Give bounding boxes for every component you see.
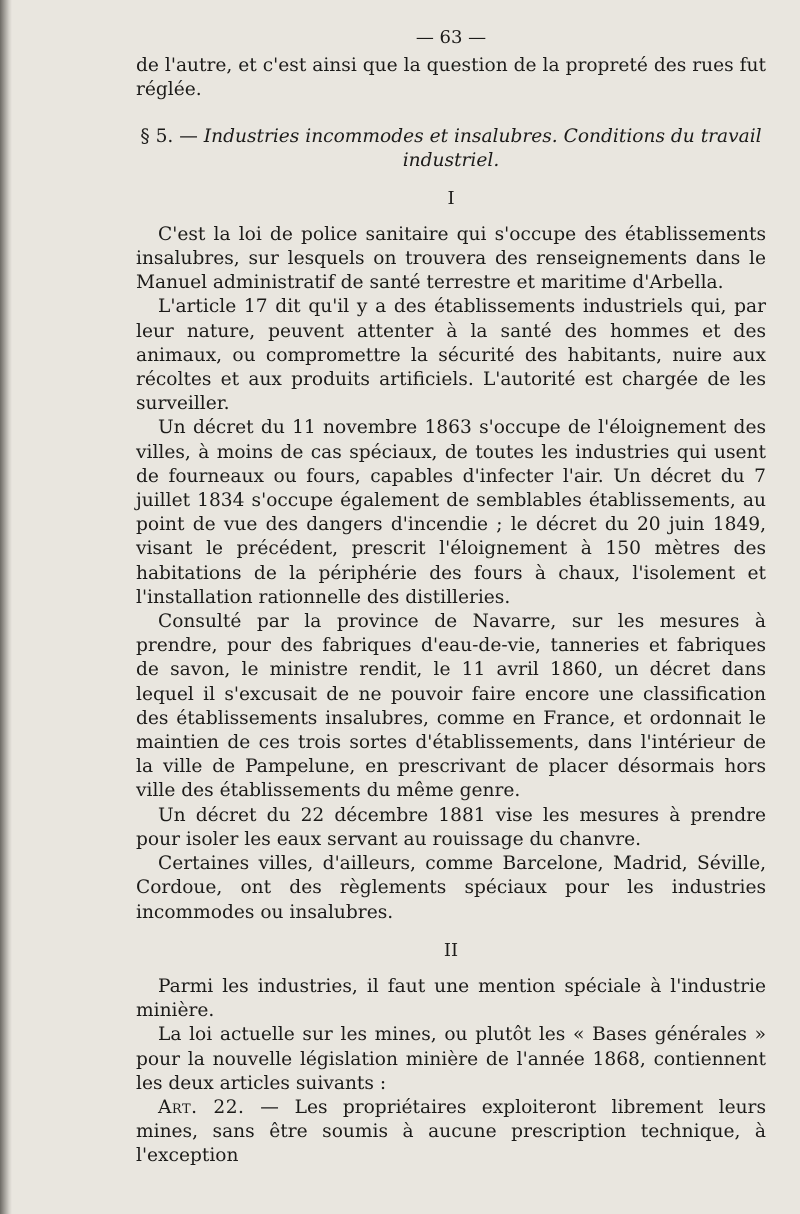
section-number: § 5. — xyxy=(140,125,198,147)
paragraph: Un décret du 22 décembre 1881 vise les mesures à prendre pour isoler les eaux servant au rouissage du chanvre. xyxy=(136,804,766,850)
book-page xyxy=(136,26,766,1169)
part-one-numeral: I xyxy=(447,187,455,209)
paragraph: Certaines villes, d'ailleurs, comme Barcelone, Madrid, Séville, Cordoue, ont des règlements spéciaux pour les industries incommodes ou insalubres. xyxy=(136,853,766,923)
article-paragraph xyxy=(136,1096,766,1169)
paragraph: La loi actuelle sur les mines, ou plutôt les « Bases générales » pour la nouvelle législation minière de l'année 1868, contiennent les deux articles suivants : xyxy=(136,1024,766,1094)
page-number: — 63 — xyxy=(415,27,487,48)
continuation-paragraph: de l'autre, et c'est ainsi que la question de la propreté des rues fut réglée. xyxy=(136,55,766,101)
paragraph: Un décret du 11 novembre 1863 s'occupe de l'éloignement des villes, à moins de cas spéciaux, de toutes les industries qui usent de fourneaux ou fours, capables d'infecter l'air. Un décret du 7 juillet 1834 s'occupe également de semblables établissements, au point de vue des dangers d'incendie ; le décret du 20 juin 1849, visant le précédent, prescrit l'éloignement à 150 mètres des habitations de la périphérie des fours à chaux, l'isolement et l'installation rationnelle des distilleries. xyxy=(136,417,766,608)
paragraph: L'article 17 dit qu'il y a des établissements industriels qui, par leur nature, peuvent attenter à la santé des hommes et des animaux, ou compromettre la sécurité des habitants, nuire aux récoltes et aux produits artificiels. L'autorité est chargée de les surveiller. xyxy=(136,296,766,415)
paragraph: Parmi les industries, il faut une mention spéciale à l'industrie minière. xyxy=(136,975,766,1022)
section-heading xyxy=(136,125,766,173)
book-binding-shadow xyxy=(0,0,12,1214)
part-two-numeral: II xyxy=(443,939,459,961)
article-text: Les propriétaires exploiteront librement leurs mines, sans être soumis à aucune prescription technique, à l'exception xyxy=(136,1096,766,1167)
paragraph: C'est la loi de police sanitaire qui s'occupe des établissements insalubres, sur lesquels on trouvera des renseignements dans le Manuel administratif de santé terrestre et maritime d'Arbella. xyxy=(136,223,766,294)
article-label: Art. 22. — xyxy=(158,1096,280,1118)
section-title: Industries incommodes et insalubres. Conditions du travail industriel. xyxy=(203,125,762,171)
paragraph: Consulté par la province de Navarre, sur les mesures à prendre, pour des fabriques d'eau-de-vie, tanneries et fabriques de savon, le ministre rendit, le 11 avril 1860, un décret dans lequel il s'excusait de ne pouvoir faire encore une classification des établissements insalubres, comme en France, et ordonnait le maintien de ces trois sortes d'établissements, dans l'intérieur de la ville de Pampelune, en prescrivant de placer désormais hors ville des établissements du même genre. xyxy=(136,611,766,802)
